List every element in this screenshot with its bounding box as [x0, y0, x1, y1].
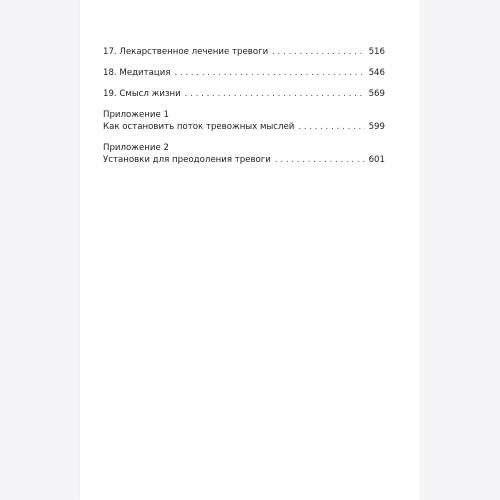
dot-leader [185, 88, 365, 100]
table-of-contents [103, 46, 385, 175]
toc-entry-17 [103, 46, 385, 58]
toc-entry-prefix: Приложение 1 [103, 110, 169, 120]
toc-entry-19 [103, 88, 385, 100]
toc-entry-page: 599 [368, 122, 385, 132]
toc-entry-title: 17. Лекарственное лечение тревоги [103, 47, 269, 57]
toc-entry-page: 546 [368, 68, 385, 78]
toc-entry-title: 19. Смысл жизни [103, 89, 181, 99]
toc-entry-prefix: Приложение 2 [103, 143, 169, 153]
toc-entry-18 [103, 67, 385, 79]
toc-entry-title: 18. Медитация [103, 68, 171, 78]
toc-entry-appendix-2 [103, 142, 385, 166]
dot-leader [298, 121, 364, 133]
toc-entry-appendix-1 [103, 109, 385, 133]
toc-entry-title: Установки для преодоления тревоги [103, 155, 271, 165]
dot-leader [272, 46, 364, 58]
toc-entry-page: 601 [368, 155, 385, 165]
toc-entry-title: Как остановить поток тревожных мыслей [103, 122, 295, 132]
dot-leader [275, 154, 365, 166]
dot-leader [175, 67, 365, 79]
toc-entry-page: 516 [368, 47, 385, 57]
toc-entry-page: 569 [368, 89, 385, 99]
